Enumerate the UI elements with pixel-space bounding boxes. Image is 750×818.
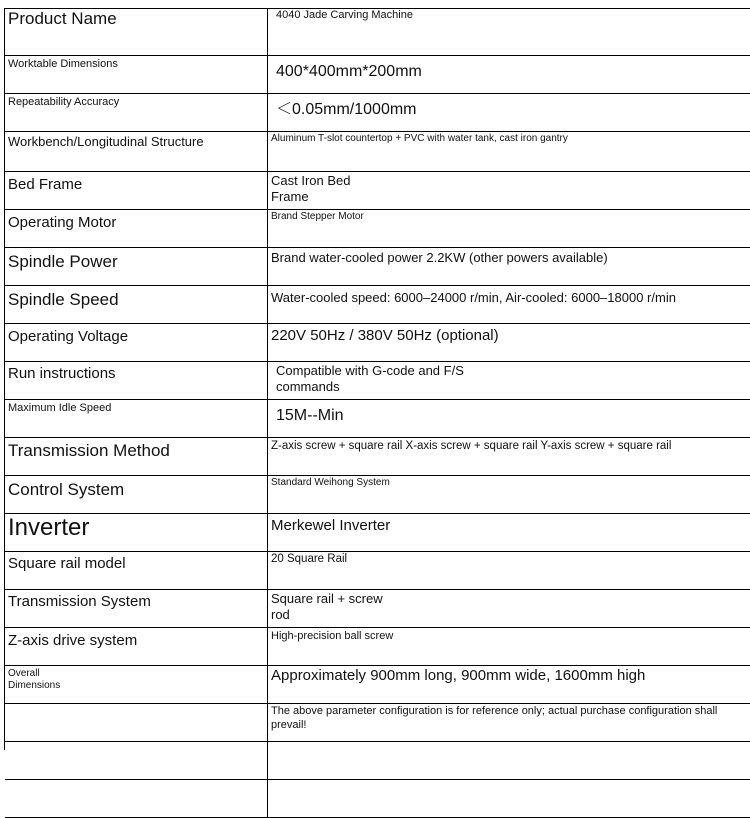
spec-label-workbench-structure: Workbench/Longitudinal Structure — [5, 132, 268, 172]
spec-value-workbench-structure: Aluminum T-slot countertop + PVC with water tank, cast iron gantry — [268, 132, 750, 172]
spec-label-worktable-dimensions: Worktable Dimensions — [5, 56, 268, 94]
spec-label-operating-motor: Operating Motor — [5, 210, 268, 248]
spec-label-square-rail-model: Square rail model — [5, 552, 268, 590]
spec-label-overall-dimensions-text: Overall Dimensions — [8, 668, 61, 691]
spec-value-operating-voltage: 220V 50Hz / 380V 50Hz (optional) — [268, 324, 750, 362]
spec-value-square-rail-model: 20 Square Rail — [268, 552, 750, 590]
spec-value-repeatability-accuracy: ＜0.05mm/1000mm — [268, 94, 750, 132]
spec-value-control-system: Standard Weihong System — [268, 476, 750, 514]
spec-empty-label — [5, 742, 268, 780]
spec-empty-value — [268, 742, 750, 780]
spec-label-control-system: Control System — [5, 476, 268, 514]
spec-value-z-axis-drive: High-precision ball screw — [268, 628, 750, 666]
spec-value-transmission-system — [268, 590, 750, 628]
spec-value-bed-frame-text: Cast Iron Bed Frame — [271, 173, 351, 204]
spec-label-repeatability-accuracy: Repeatability Accuracy — [5, 94, 268, 132]
spec-value-transmission-system-text: Square rail + screw rod — [271, 591, 383, 622]
spec-label-overall-dimensions — [5, 666, 268, 704]
spec-value-max-idle-speed: 15M--Min — [268, 400, 750, 438]
spec-value-note: The above parameter configuration is for reference only; actual purchase configuration shall prevail! — [268, 704, 750, 742]
spec-label-operating-voltage: Operating Voltage — [5, 324, 268, 362]
spec-value-overall-dimensions: Approximately 900mm long, 900mm wide, 1600mm high — [268, 666, 750, 704]
spec-value-product-name: 4040 Jade Carving Machine — [268, 9, 750, 56]
spec-label-note — [5, 704, 268, 742]
spec-value-inverter: Merkewel Inverter — [268, 514, 750, 552]
spec-label-transmission-method: Transmission Method — [5, 438, 268, 476]
spec-value-operating-motor: Brand Stepper Motor — [268, 210, 750, 248]
spec-label-bed-frame: Bed Frame — [5, 172, 268, 210]
spec-value-transmission-method: Z-axis screw + square rail X-axis screw + square rail Y-axis screw + square rail — [268, 438, 750, 476]
spec-value-spindle-power: Brand water-cooled power 2.2KW (other powers available) — [268, 248, 750, 286]
spec-label-run-instructions: Run instructions — [5, 362, 268, 400]
spec-empty-label — [5, 780, 268, 818]
spec-value-run-instructions — [268, 362, 750, 400]
spec-label-inverter: Inverter — [5, 514, 268, 552]
spec-label-max-idle-speed: Maximum Idle Speed — [5, 400, 268, 438]
spec-value-spindle-speed: Water-cooled speed: 6000–24000 r/min, Air-cooled: 6000–18000 r/min — [268, 286, 750, 324]
spec-table — [4, 8, 750, 750]
spec-value-run-instructions-text: Compatible with G-code and F/S commands — [276, 363, 464, 394]
spec-label-z-axis-drive: Z-axis drive system — [5, 628, 268, 666]
spec-label-transmission-system: Transmission System — [5, 590, 268, 628]
spec-empty-value — [268, 780, 750, 818]
spec-label-product-name: Product Name — [5, 9, 268, 56]
spec-label-spindle-power: Spindle Power — [5, 248, 268, 286]
spec-value-worktable-dimensions: 400*400mm*200mm — [268, 56, 750, 94]
spec-value-bed-frame — [268, 172, 750, 210]
spec-label-spindle-speed: Spindle Speed — [5, 286, 268, 324]
